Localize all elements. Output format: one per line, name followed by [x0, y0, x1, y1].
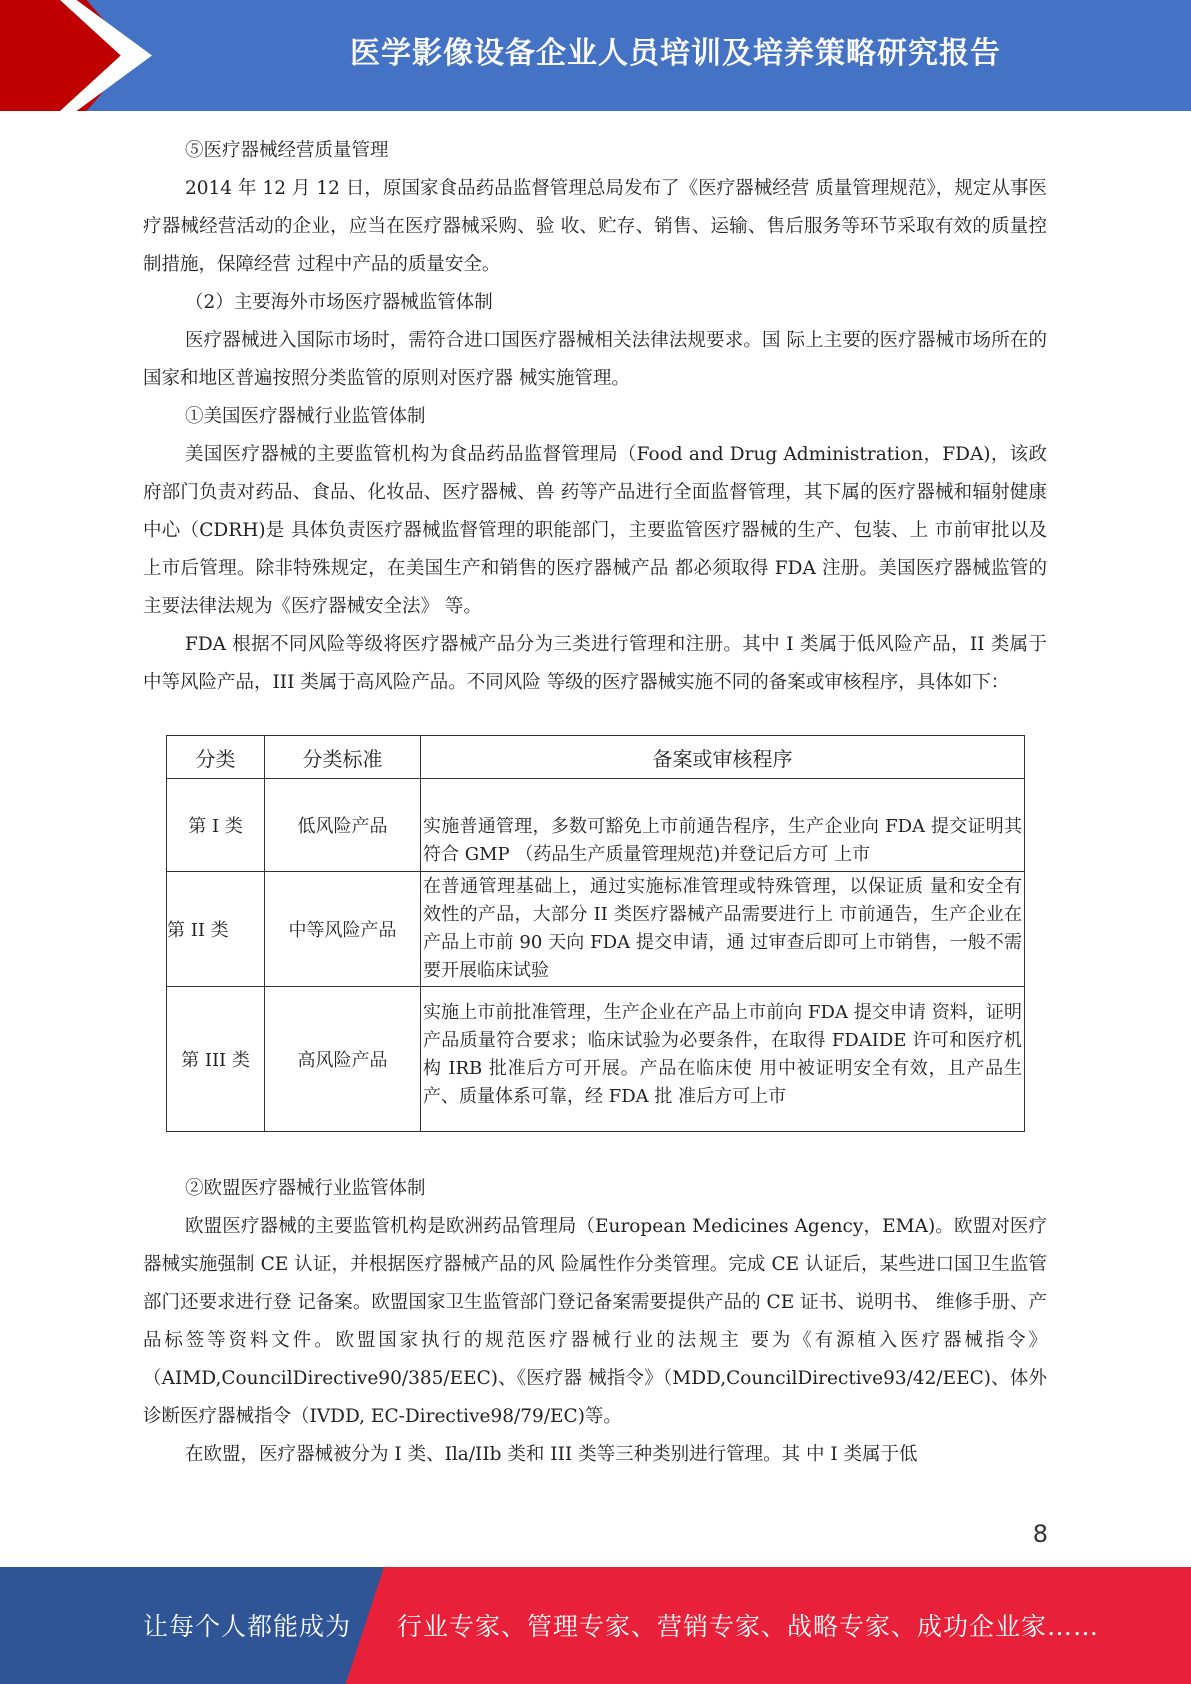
body-text-lower: [143, 1170, 1047, 1474]
table-header-row: [167, 736, 1025, 779]
page-number: 8: [1032, 1520, 1048, 1548]
section2-heading: （2）主要海外市场医疗器械监管体制: [185, 292, 493, 313]
eu-heading: ②欧盟医疗器械行业监管体制: [185, 1178, 426, 1199]
table-cell-procedure: 实施上市前批准管理，生产企业在产品上市前向 FDA 提交申请 资料，证明产品质量符合要求；临床试验为必要条件，在取得 FDAIDE 许可和医疗机构 IRB 批准后方可开展。产品在临床使 用中被证明安全有效，且产品生产、质量体系可靠，经 FDA 批 准后方可上市: [421, 987, 1025, 1132]
us-paragraph-2: FDA 根据不同风险等级将医疗器械产品分为三类进行管理和注册。其中 I 类属于低风险产品，II 类属于中等风险产品，III 类属于高风险产品。不同风险 等级的医疗器械实施不同的备案或审核程序，具体如下：: [143, 634, 1047, 693]
table-cell-standard: 中等风险产品: [265, 872, 421, 987]
table-header-class: 分类: [167, 736, 265, 779]
table-row: [167, 872, 1025, 987]
eu-paragraph-1: 欧盟医疗器械的主要监管机构是欧洲药品管理局（European Medicines Agency，EMA)。欧盟对医疗器械实施强制 CE 认证，并根据医疗器械产品的风 险属性作分类管理。完成 CE 认证后，某些进口国卫生监管部门还要求进行登 记备案。欧盟国家卫生监管部门登记备案需要提供产品的 CE 证书、说明书、 维修手册、产品标签等资料文件。欧盟国家执行的规范医疗器械行业的法规主 要为《有源植入医疗器械指令》（AIMD,CouncilDirective90/385/EEC)、《医疗器 械指令》（MDD,CouncilDirective93/42/EEC)、体外诊断医疗器械指令（IVDD, EC-Directive98/79/EC)等。: [143, 1216, 1047, 1427]
table-cell-standard: 高风险产品: [265, 987, 421, 1132]
section5-heading: ⑤医疗器械经营质量管理: [185, 140, 389, 161]
table-cell-class: 第 I 类: [167, 779, 265, 872]
table-cell-standard: 低风险产品: [265, 779, 421, 872]
eu-paragraph-2: 在欧盟，医疗器械被分为 I 类、Ila/IIb 类和 III 类等三种类别进行管理。其 中 I 类属于低: [185, 1444, 918, 1465]
table-cell-procedure: 在普通管理基础上，通过实施标准管理或特殊管理，以保证质 量和安全有效性的产品，大部分 II 类医疗器械产品需要进行上 市前通告，生产企业在产品上市前 90 天向 FDA 提交申请，通 过审查后即可上市销售，一般不需要开展临床试验: [421, 872, 1025, 987]
footer-slogan-right: 行业专家、管理专家、营销专家、战略专家、成功企业家……: [397, 1612, 1100, 1641]
report-title: 医学影像设备企业人员培训及培养策略研究报告: [350, 36, 1001, 71]
us-paragraph-1: 美国医疗器械的主要监管机构为食品药品监督管理局（Food and Drug Administration，FDA)，该政府部门负责对药品、食品、化妆品、医疗器械、兽 药等产品进行全面监督管理，其下属的医疗器械和辐射健康中心（CDRH)是 具体负责医疗器械监督管理的职能部门，主要监管医疗器械的生产、包装、上 市前审批以及上市后管理。除非特殊规定，在美国生产和销售的医疗器械产品 都必须取得 FDA 注册。美国医疗器械监管的主要法律法规为《医疗器械安全法》 等。: [143, 444, 1047, 617]
page-footer: [0, 1567, 1191, 1684]
table-cell-class: 第 III 类: [167, 987, 265, 1132]
classification-table-wrapper: [166, 735, 1025, 1132]
section2-paragraph: 医疗器械进入国际市场时，需符合进口国医疗器械相关法律法规要求。国 际上主要的医疗器械市场所在的国家和地区普遍按照分类监管的原则对医疗器 械实施管理。: [143, 330, 1047, 389]
header-red-arrow: [0, 0, 135, 111]
table-cell-class: 第 II 类: [167, 872, 265, 987]
table-header-procedure: 备案或审核程序: [421, 736, 1025, 779]
footer-slogan-left: 让每个人都能成为: [143, 1612, 352, 1641]
body-text-upper: [143, 132, 1047, 702]
table-header-standard: 分类标准: [265, 736, 421, 779]
page-header: [0, 0, 1191, 111]
us-heading: ①美国医疗器械行业监管体制: [185, 406, 426, 427]
section5-paragraph: 2014 年 12 月 12 日，原国家食品药品监督管理总局发布了《医疗器械经营 质量管理规范》，规定从事医疗器械经营活动的企业，应当在医疗器械采购、验 收、贮存、销售、运输、售后服务等环节采取有效的质量控制措施，保障经营 过程中产品的质量安全。: [143, 178, 1047, 275]
fda-classification-table: [166, 735, 1025, 1132]
table-row: [167, 779, 1025, 872]
table-row: [167, 987, 1025, 1132]
table-cell-procedure: 实施普通管理，多数可豁免上市前通告程序，生产企业向 FDA 提交证明其符合 GMP （药品生产质量管理规范)并登记后方可 上市: [421, 779, 1025, 872]
